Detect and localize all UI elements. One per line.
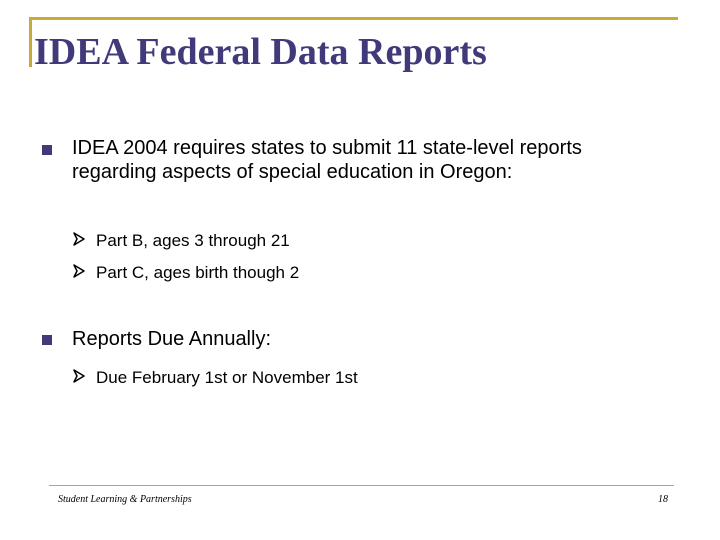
subbullet-item-1 xyxy=(72,230,290,252)
footer-organization: Student Learning & Partnerships xyxy=(58,494,192,505)
arrow-bullet-icon xyxy=(72,230,88,252)
slide-title: IDEA Federal Data Reports xyxy=(34,31,487,73)
bullet-text-2: Reports Due Annually: xyxy=(72,328,272,350)
subbullet-text: Due February 1st or November 1st xyxy=(96,368,358,387)
frame-top-line xyxy=(29,17,678,20)
subbullet-text: Part C, ages birth though 2 xyxy=(96,263,300,282)
arrow-bullet-icon xyxy=(72,262,88,284)
subbullet-item-3 xyxy=(72,367,358,389)
bullet-text-1: IDEA 2004 requires states to submit 11 state-level reports regarding aspects of special education in Oregon: xyxy=(72,137,582,183)
subbullet-text: Part B, ages 3 through 21 xyxy=(96,231,290,250)
footer-divider xyxy=(49,485,674,486)
arrow-bullet-icon xyxy=(72,367,88,389)
subbullet-item-2 xyxy=(72,262,299,284)
square-bullet-icon xyxy=(42,145,52,155)
square-bullet-icon xyxy=(42,335,52,345)
frame-left-line xyxy=(29,17,32,67)
page-number: 18 xyxy=(658,494,668,505)
